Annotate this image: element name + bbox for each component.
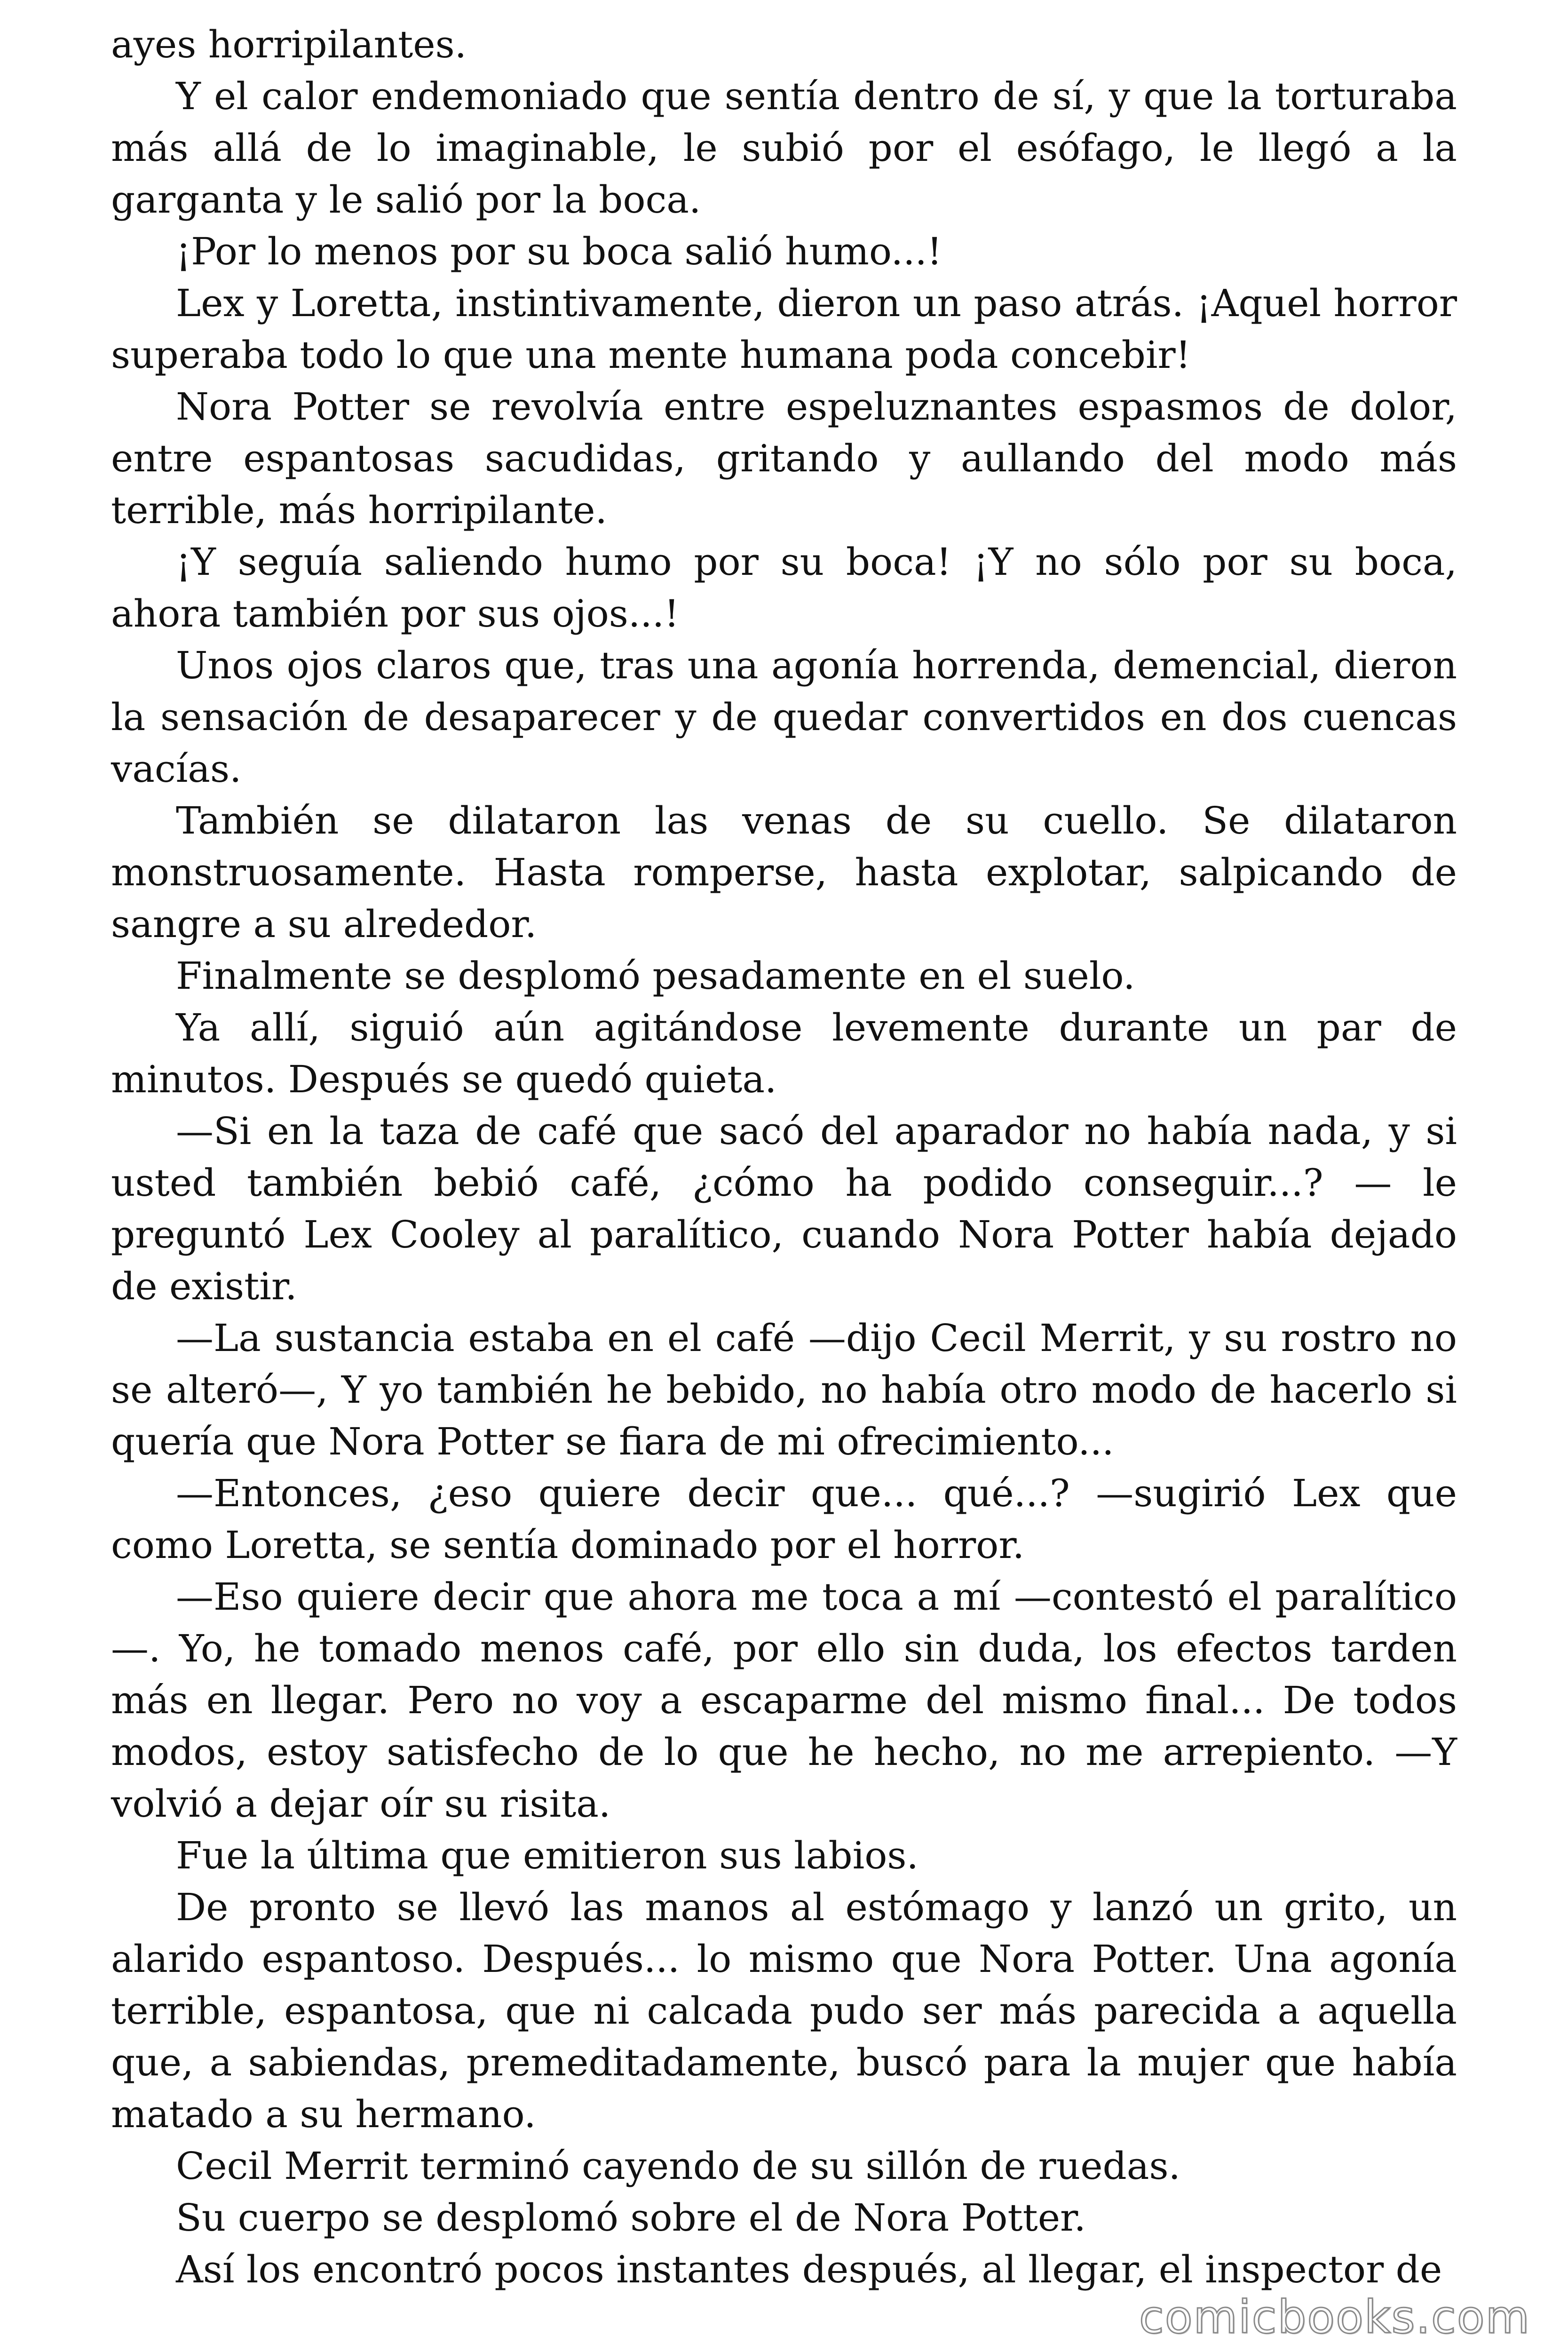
page-text — [111, 19, 1457, 2324]
paragraph-19: Así los encontró pocos instantes después, al llegar, el inspector de — [176, 2248, 1442, 2291]
paragraph-9: Finalmente se desplomó pesadamente en el suelo. — [176, 954, 1135, 998]
paragraph-1: ayes horripilantes. — [111, 23, 467, 66]
watermark: comicbooks.com — [1139, 2291, 1530, 2344]
paragraph-6: ¡Y seguía saliendo humo por su boca! ¡Y no sólo por su boca, ahora también por sus ojos...! — [111, 540, 1457, 636]
paragraph-18: Su cuerpo se desplomó sobre el de Nora Potter. — [176, 2196, 1086, 2240]
paragraph-17: Cecil Merrit terminó cayendo de su sillón de ruedas. — [176, 2144, 1180, 2188]
paragraph-11: —Si en la taza de café que sacó del aparador no había nada, y si usted también bebió café, ¿cómo ha podido conseguir...? — le preguntó Lex Cooley al paralítico, cuando Nora Potter había dejado de existir. — [111, 1109, 1457, 1308]
paragraph-8: También se dilataron las venas de su cuello. Se dilataron monstruosamente. Hasta romperse, hasta explotar, salpicando de sangre a su alrededor. — [111, 799, 1457, 946]
paragraph-13: —Entonces, ¿eso quiere decir que... qué...? —sugirió Lex que como Loretta, se sentía dominado por el horror. — [111, 1471, 1457, 1567]
paragraph-2: Y el calor endemoniado que sentía dentro de sí, y que la torturaba más allá de lo imaginable, le subió por el esófago, le llegó a la garganta y le salió por la boca. — [111, 74, 1457, 222]
paragraph-3: ¡Por lo menos por su boca salió humo...! — [176, 230, 942, 273]
paragraph-15: Fue la última que emitieron sus labios. — [176, 1834, 919, 1877]
paragraph-5: Nora Potter se revolvía entre espeluznantes espasmos de dolor, entre espantosas sacudidas, gritando y aullando del modo más terrible, más horripilante. — [111, 385, 1457, 532]
paragraph-14: —Eso quiere decir que ahora me toca a mí —contestó el paralítico —. Yo, he tomado menos café, por ello sin duda, los efectos tarden más en llegar. Pero no voy a escaparme del mismo final... De todos modos, estoy satisfecho de lo que he hecho, no me arrepiento. —Y volvió a dejar oír su risita. — [111, 1575, 1457, 1826]
paragraph-16: De pronto se llevó las manos al estómago y lanzó un grito, un alarido espantoso. Después... lo mismo que Nora Potter. Una agonía terrible, espantosa, que ni calcada pudo ser más parecida a aquella que, a sabiendas, premeditadamente, buscó para la mujer que había matado a su hermano. — [111, 1885, 1457, 2136]
paragraph-10: Ya allí, siguió aún agitándose levemente durante un par de minutos. Después se quedó quieta. — [111, 1006, 1457, 1101]
paragraph-12: —La sustancia estaba en el café —dijo Cecil Merrit, y su rostro no se alteró—, Y yo también he bebido, no había otro modo de hacerlo si quería que Nora Potter se fiara de mi ofrecimiento... — [111, 1316, 1457, 1463]
paragraph-4: Lex y Loretta, instintivamente, dieron un paso atrás. ¡Aquel horror superaba todo lo que una mente humana poda concebir! — [111, 281, 1457, 377]
paragraph-7: Unos ojos claros que, tras una agonía horrenda, demencial, dieron la sensación de desaparecer y de quedar convertidos en dos cuencas vacías. — [111, 644, 1457, 791]
